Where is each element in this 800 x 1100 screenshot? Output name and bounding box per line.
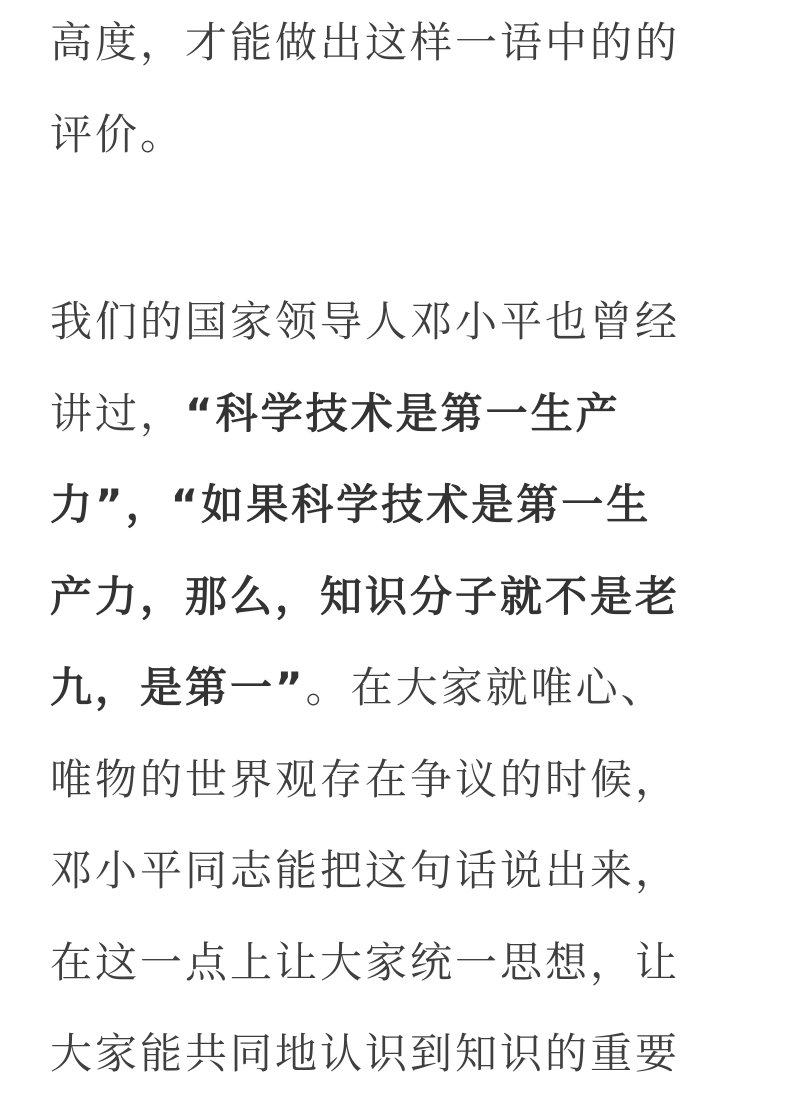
text-line	[50, 368, 760, 460]
bold-quote-line: 力”，“如果科学技术是第一生	[50, 480, 652, 529]
paragraph-2	[50, 276, 760, 1100]
text-line: 评价。	[50, 109, 186, 159]
article-body	[50, 0, 760, 1100]
text-line: 大家能共同地认识到知识的重要	[50, 1029, 681, 1078]
text-span: 讲过，	[50, 388, 186, 438]
bold-quote: “科学技术是第一生产	[185, 388, 621, 438]
text-span: 。在大家就唯心、	[305, 663, 666, 712]
text-line: 在这一点上让大家统一思想，让	[50, 937, 681, 987]
text-line: 邓小平同志能把这句话说出来，	[50, 846, 681, 895]
text-line: 我们的国家领导人邓小平也曾经	[50, 297, 681, 346]
text-line: 唯物的世界观存在争议的时候，	[50, 754, 681, 804]
text-line: 高度，才能做出这样一语中的的	[50, 18, 681, 67]
bold-quote-line: 产力，那么，知识分子就不是老	[50, 571, 681, 621]
text-line	[50, 642, 760, 734]
paragraph-1	[50, 0, 760, 180]
bold-quote: 九，是第一”	[50, 663, 306, 712]
